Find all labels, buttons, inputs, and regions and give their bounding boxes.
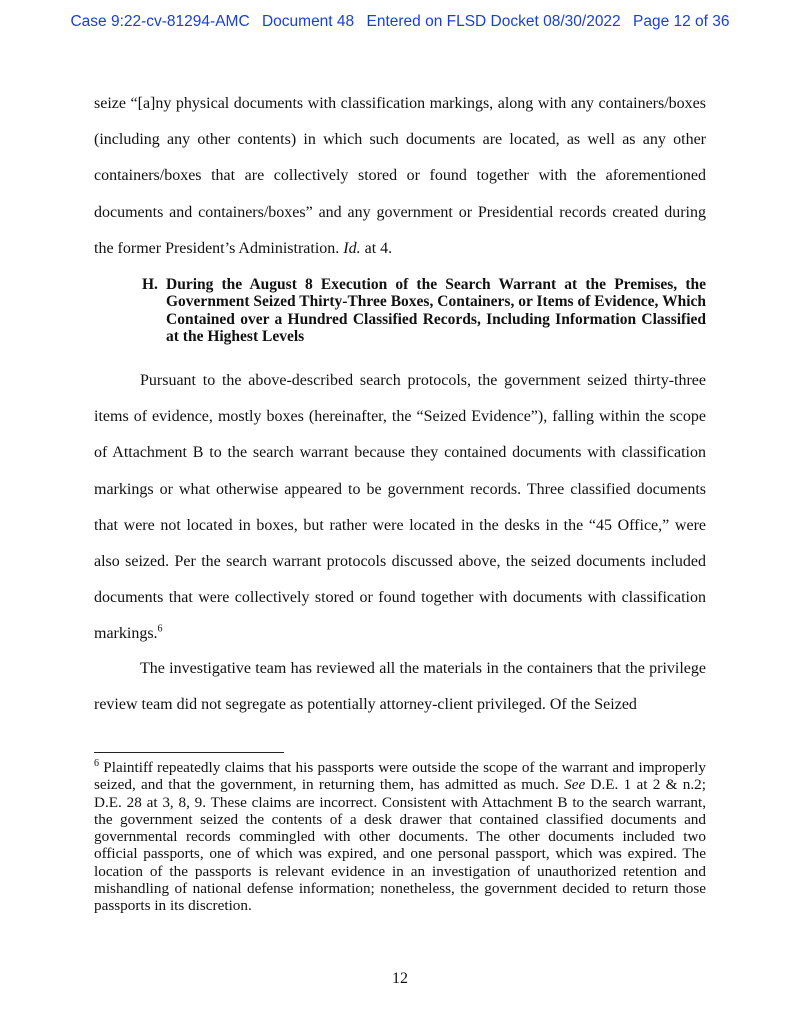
docket-entered-date: Entered on FLSD Docket 08/30/2022	[366, 13, 621, 30]
page-number: 12	[392, 970, 408, 987]
docket-header	[0, 13, 800, 31]
citation-id: Id.	[343, 239, 361, 257]
footnote-reference[interactable]: 6	[157, 624, 163, 636]
paragraph-investigative-team	[94, 651, 706, 723]
docket-page-count: Page 12 of 36	[633, 13, 730, 30]
docket-case-number: Case 9:22-cv-81294-AMC	[70, 13, 250, 30]
section-letter: H.	[142, 276, 158, 293]
footnote-6	[94, 759, 706, 915]
docket-document-number: Document 48	[261, 13, 355, 30]
paragraph-investigative-team-text: The investigative team has reviewed all the materials in the containers that the privilege review team did not segregate as potentially attorney-client privileged. Of the Seized	[94, 660, 706, 714]
section-heading-text: During the August 8 Execution of the Search Warrant at the Premises, the Government Seized Thirty-Three Boxes, Containers, or Items of Evidence, Which Contained over a Hundred Classified Records, Including Information Classified at the Highest Levels	[166, 276, 706, 346]
section-heading-h	[142, 276, 706, 346]
footnote-see-signal: See	[564, 776, 586, 794]
footnote-number: 6	[94, 757, 99, 769]
paragraph-seized-evidence-text: Pursuant to the above-described search protocols, the government seized thirty-three items of evidence, mostly boxes (hereinafter, the “Seized Evidence”), falling within the scope of Attachment B to the search warrant because they contained documents with classification markings or what otherwise appeared to be government records. Three classified documents that were not located in boxes, but rather were located in the desks in the “45 Office,” were also seized. Per the search warrant protocols discussed above, the seized documents included documents that were collectively stored or found together with documents with classification markings.	[94, 372, 706, 643]
paragraph-seize-text: seize “[a]ny physical documents with classification markings, along with any containers/boxes (including any other contents) in which such documents are located, as well as any other containers/boxes that are collectively stored or found together with the aforementioned documents and containers/boxes” and any government or Presidential records created during the former President’s Administration.	[94, 95, 706, 257]
footnote-divider	[94, 752, 284, 753]
paragraph-seize	[94, 86, 706, 267]
paragraph-seized-evidence	[94, 363, 706, 653]
footnote-text-part-1: Plaintiff repeatedly claims that his passports were outside the scope of the warrant and improperly seized, and that the government, in returning them, has admitted as much.	[94, 759, 706, 794]
footnote-text-part-2: D.E. 1 at 2 & n.2; D.E. 28 at 3, 8, 9. These claims are incorrect. Consistent with Attachment B to the search warrant, the government seized the contents of a desk drawer that contained classified documents and governmental records commingled with other documents. The other documents included two official passports, one of which was expired, and one personal passport, which was expired. The location of the passports is relevant evidence in an investigation of unauthorized retention and mishandling of national defense information; nonetheless, the government decided to return those passports in its discretion.	[94, 776, 706, 915]
citation-page: at 4.	[364, 239, 393, 257]
